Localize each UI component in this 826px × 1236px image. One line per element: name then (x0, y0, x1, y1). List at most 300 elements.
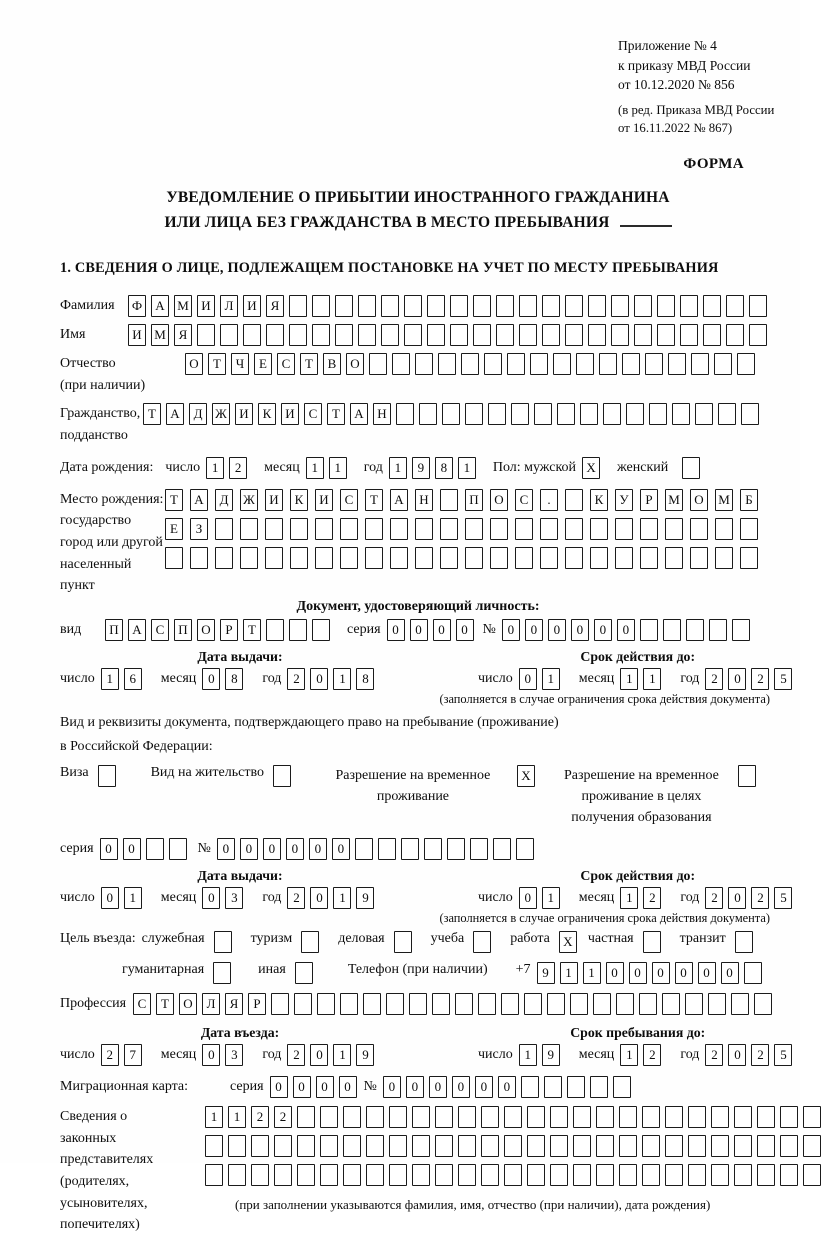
profession-cell[interactable] (386, 993, 404, 1015)
firstname-cell[interactable] (588, 324, 606, 346)
stay-year-cell[interactable]: 2 (751, 1044, 769, 1066)
representatives-cell[interactable] (320, 1135, 338, 1157)
citizenship-cell[interactable]: Н (373, 403, 391, 425)
birth-place-cell[interactable] (265, 547, 283, 569)
patronymic-cell[interactable] (530, 353, 548, 375)
firstname-cell[interactable] (726, 324, 744, 346)
firstname-cell[interactable] (450, 324, 468, 346)
birth-place-cell[interactable]: Р (640, 489, 658, 511)
resdoc-number-cell[interactable] (378, 838, 396, 860)
profession-cell[interactable]: Я (225, 993, 243, 1015)
doc-number-cell[interactable]: 0 (571, 619, 589, 641)
doc-number-cell[interactable] (663, 619, 681, 641)
surname-cell[interactable] (657, 295, 675, 317)
birth-place-cell[interactable] (265, 518, 283, 540)
patronymic-cell[interactable]: Ч (231, 353, 249, 375)
profession-cell[interactable] (409, 993, 427, 1015)
doc-kind-cell[interactable]: А (128, 619, 146, 641)
representatives-cell[interactable] (228, 1164, 246, 1186)
stay-month-cell[interactable]: 2 (643, 1044, 661, 1066)
surname-cell[interactable]: М (174, 295, 192, 317)
patronymic-cell[interactable]: О (185, 353, 203, 375)
birth-place-cell[interactable] (540, 547, 558, 569)
citizenship-cell[interactable] (442, 403, 460, 425)
entry-day-cell[interactable]: 2 (101, 1044, 119, 1066)
representatives-cell[interactable] (435, 1135, 453, 1157)
migcard-number-cell[interactable]: 0 (383, 1076, 401, 1098)
doc-issue-year-cell[interactable]: 0 (310, 668, 328, 690)
citizenship-cell[interactable] (626, 403, 644, 425)
representatives-cell[interactable] (504, 1135, 522, 1157)
resdoc-number-cell[interactable] (424, 838, 442, 860)
surname-cell[interactable] (404, 295, 422, 317)
representatives-cell[interactable] (734, 1106, 752, 1128)
migcard-series-cell[interactable]: 0 (270, 1076, 288, 1098)
representatives-cell[interactable] (435, 1164, 453, 1186)
doc-valid-year-cell[interactable]: 2 (705, 668, 723, 690)
birth-place-cell[interactable] (340, 547, 358, 569)
representatives-cell[interactable] (688, 1106, 706, 1128)
resdoc-number-cell[interactable] (516, 838, 534, 860)
birth-place-cell[interactable]: . (540, 489, 558, 511)
birth-place-cell[interactable]: С (340, 489, 358, 511)
doc-kind-cell[interactable] (289, 619, 307, 641)
surname-cell[interactable] (703, 295, 721, 317)
representatives-cell[interactable] (481, 1135, 499, 1157)
profession-cell[interactable] (363, 993, 381, 1015)
birth-place-cell[interactable]: Д (215, 489, 233, 511)
birth-place-cell[interactable] (315, 518, 333, 540)
phone-digit-cell[interactable] (744, 962, 762, 984)
firstname-cell[interactable]: И (128, 324, 146, 346)
representatives-cell[interactable] (573, 1135, 591, 1157)
citizenship-cell[interactable]: Т (143, 403, 161, 425)
birth-place-cell[interactable] (490, 518, 508, 540)
birth-place-cell[interactable]: К (290, 489, 308, 511)
patronymic-cell[interactable]: С (277, 353, 295, 375)
migcard-number-cell[interactable]: 0 (498, 1076, 516, 1098)
birth-place-cell[interactable]: Е (165, 518, 183, 540)
birth-place-cell[interactable] (640, 547, 658, 569)
representatives-cell[interactable] (642, 1106, 660, 1128)
citizenship-cell[interactable] (718, 403, 736, 425)
birth-place-cell[interactable] (540, 518, 558, 540)
birth-place-cell[interactable] (415, 547, 433, 569)
representatives-cell[interactable] (228, 1135, 246, 1157)
representatives-cell[interactable] (642, 1164, 660, 1186)
patronymic-cell[interactable]: О (346, 353, 364, 375)
birth-place-cell[interactable] (565, 547, 583, 569)
patronymic-cell[interactable]: Т (300, 353, 318, 375)
birth-place-cell[interactable] (665, 518, 683, 540)
entry-day-cell[interactable]: 7 (124, 1044, 142, 1066)
resdoc-number-cell[interactable] (493, 838, 511, 860)
profession-cell[interactable] (754, 993, 772, 1015)
doc-number-cell[interactable] (732, 619, 750, 641)
surname-cell[interactable] (450, 295, 468, 317)
doc-issue-year-cell[interactable]: 1 (333, 668, 351, 690)
representatives-cell[interactable] (757, 1106, 775, 1128)
business-checkbox[interactable] (394, 931, 412, 953)
surname-cell[interactable]: Ф (128, 295, 146, 317)
resdoc-series-cell[interactable] (146, 838, 164, 860)
firstname-cell[interactable] (289, 324, 307, 346)
representatives-cell[interactable] (297, 1164, 315, 1186)
migcard-number-cell[interactable] (567, 1076, 585, 1098)
citizenship-cell[interactable]: Ж (212, 403, 230, 425)
surname-cell[interactable] (726, 295, 744, 317)
resdoc-number-cell[interactable]: 0 (286, 838, 304, 860)
resdoc-number-cell[interactable]: 0 (217, 838, 235, 860)
sex-female-checkbox[interactable] (682, 457, 700, 479)
birth-place-cell[interactable] (240, 547, 258, 569)
representatives-cell[interactable] (389, 1135, 407, 1157)
representatives-cell[interactable] (780, 1164, 798, 1186)
representatives-cell[interactable] (803, 1164, 821, 1186)
representatives-cell[interactable] (780, 1106, 798, 1128)
profession-cell[interactable] (455, 993, 473, 1015)
profession-cell[interactable] (731, 993, 749, 1015)
profession-cell[interactable] (685, 993, 703, 1015)
profession-cell[interactable] (662, 993, 680, 1015)
birth-month-cell[interactable]: 1 (306, 457, 324, 479)
patronymic-cell[interactable] (668, 353, 686, 375)
resdoc-issue-day-cell[interactable]: 1 (124, 887, 142, 909)
surname-cell[interactable] (588, 295, 606, 317)
doc-valid-year-cell[interactable]: 5 (774, 668, 792, 690)
representatives-cell[interactable] (320, 1164, 338, 1186)
doc-valid-month-cell[interactable]: 1 (620, 668, 638, 690)
representatives-cell[interactable] (389, 1164, 407, 1186)
representatives-cell[interactable] (527, 1135, 545, 1157)
surname-cell[interactable]: Я (266, 295, 284, 317)
birth-place-cell[interactable] (740, 518, 758, 540)
representatives-cell[interactable] (550, 1135, 568, 1157)
surname-cell[interactable] (335, 295, 353, 317)
citizenship-cell[interactable] (741, 403, 759, 425)
surname-cell[interactable] (358, 295, 376, 317)
surname-cell[interactable] (611, 295, 629, 317)
patronymic-cell[interactable] (645, 353, 663, 375)
representatives-cell[interactable] (251, 1164, 269, 1186)
representatives-cell[interactable] (527, 1164, 545, 1186)
stay-year-cell[interactable]: 5 (774, 1044, 792, 1066)
patronymic-cell[interactable] (691, 353, 709, 375)
patronymic-cell[interactable] (507, 353, 525, 375)
birth-place-cell[interactable] (690, 547, 708, 569)
doc-series-cell[interactable]: 0 (433, 619, 451, 641)
representatives-cell[interactable] (320, 1106, 338, 1128)
birth-place-cell[interactable] (390, 518, 408, 540)
representatives-cell[interactable] (458, 1106, 476, 1128)
representatives-cell[interactable] (711, 1135, 729, 1157)
citizenship-cell[interactable] (672, 403, 690, 425)
representatives-cell[interactable] (550, 1106, 568, 1128)
representatives-cell[interactable] (366, 1106, 384, 1128)
doc-number-cell[interactable]: 0 (617, 619, 635, 641)
birth-place-cell[interactable] (440, 547, 458, 569)
representatives-cell[interactable] (596, 1135, 614, 1157)
resdoc-valid-month-cell[interactable]: 1 (620, 887, 638, 909)
entry-month-cell[interactable]: 0 (202, 1044, 220, 1066)
representatives-cell[interactable] (389, 1106, 407, 1128)
doc-issue-day-cell[interactable]: 6 (124, 668, 142, 690)
firstname-cell[interactable] (312, 324, 330, 346)
representatives-cell[interactable] (734, 1164, 752, 1186)
resdoc-number-cell[interactable]: 0 (240, 838, 258, 860)
stay-day-cell[interactable]: 9 (542, 1044, 560, 1066)
representatives-cell[interactable] (596, 1164, 614, 1186)
firstname-cell[interactable] (197, 324, 215, 346)
birth-month-cell[interactable]: 1 (329, 457, 347, 479)
citizenship-cell[interactable]: И (235, 403, 253, 425)
birth-place-cell[interactable] (215, 518, 233, 540)
surname-cell[interactable] (680, 295, 698, 317)
doc-number-cell[interactable] (709, 619, 727, 641)
representatives-cell[interactable] (504, 1164, 522, 1186)
firstname-cell[interactable] (542, 324, 560, 346)
citizenship-cell[interactable] (396, 403, 414, 425)
temp-residence-checkbox[interactable]: X (517, 765, 535, 787)
representatives-cell[interactable] (343, 1164, 361, 1186)
representatives-cell[interactable] (274, 1164, 292, 1186)
tourism-checkbox[interactable] (301, 931, 319, 953)
other-purpose-checkbox[interactable] (295, 962, 313, 984)
representatives-cell[interactable] (435, 1106, 453, 1128)
private-checkbox[interactable] (643, 931, 661, 953)
profession-cell[interactable] (570, 993, 588, 1015)
birth-place-cell[interactable]: Ж (240, 489, 258, 511)
resdoc-issue-day-cell[interactable]: 0 (101, 887, 119, 909)
representatives-cell[interactable] (366, 1135, 384, 1157)
resdoc-series-cell[interactable]: 0 (123, 838, 141, 860)
birth-place-cell[interactable] (240, 518, 258, 540)
patronymic-cell[interactable] (438, 353, 456, 375)
citizenship-cell[interactable]: А (350, 403, 368, 425)
migcard-number-cell[interactable] (544, 1076, 562, 1098)
phone-digit-cell[interactable]: 0 (675, 962, 693, 984)
resdoc-series-cell[interactable] (169, 838, 187, 860)
birth-place-cell[interactable]: М (665, 489, 683, 511)
patronymic-cell[interactable] (369, 353, 387, 375)
official-checkbox[interactable] (214, 931, 232, 953)
stay-year-cell[interactable]: 2 (705, 1044, 723, 1066)
doc-series-cell[interactable]: 0 (456, 619, 474, 641)
representatives-cell[interactable] (251, 1135, 269, 1157)
birth-place-cell[interactable]: У (615, 489, 633, 511)
birth-place-cell[interactable]: О (490, 489, 508, 511)
birth-place-cell[interactable] (365, 518, 383, 540)
visa-checkbox[interactable] (98, 765, 116, 787)
entry-year-cell[interactable]: 2 (287, 1044, 305, 1066)
profession-cell[interactable] (478, 993, 496, 1015)
representatives-cell[interactable] (619, 1135, 637, 1157)
profession-cell[interactable] (616, 993, 634, 1015)
profession-cell[interactable] (271, 993, 289, 1015)
patronymic-cell[interactable]: В (323, 353, 341, 375)
surname-cell[interactable] (565, 295, 583, 317)
birth-place-cell[interactable] (565, 518, 583, 540)
birth-place-cell[interactable] (740, 547, 758, 569)
doc-valid-day-cell[interactable]: 0 (519, 668, 537, 690)
firstname-cell[interactable]: М (151, 324, 169, 346)
firstname-cell[interactable] (358, 324, 376, 346)
representatives-cell[interactable]: 2 (274, 1106, 292, 1128)
patronymic-cell[interactable]: Т (208, 353, 226, 375)
birth-year-cell[interactable]: 1 (458, 457, 476, 479)
phone-digit-cell[interactable]: 1 (583, 962, 601, 984)
phone-digit-cell[interactable]: 0 (698, 962, 716, 984)
firstname-cell[interactable] (427, 324, 445, 346)
doc-issue-year-cell[interactable]: 8 (356, 668, 374, 690)
resdoc-number-cell[interactable]: 0 (332, 838, 350, 860)
stay-year-cell[interactable]: 0 (728, 1044, 746, 1066)
firstname-cell[interactable] (565, 324, 583, 346)
surname-cell[interactable] (381, 295, 399, 317)
doc-number-cell[interactable] (640, 619, 658, 641)
firstname-cell[interactable] (657, 324, 675, 346)
representatives-cell[interactable] (711, 1106, 729, 1128)
doc-kind-cell[interactable] (266, 619, 284, 641)
representatives-cell[interactable] (412, 1164, 430, 1186)
profession-cell[interactable] (708, 993, 726, 1015)
doc-valid-year-cell[interactable]: 2 (751, 668, 769, 690)
firstname-cell[interactable] (243, 324, 261, 346)
migcard-number-cell[interactable]: 0 (429, 1076, 447, 1098)
stay-day-cell[interactable]: 1 (519, 1044, 537, 1066)
representatives-cell[interactable] (711, 1164, 729, 1186)
birth-place-cell[interactable] (215, 547, 233, 569)
surname-cell[interactable] (312, 295, 330, 317)
resdoc-number-cell[interactable] (470, 838, 488, 860)
temp-residence-education-checkbox[interactable] (738, 765, 756, 787)
doc-kind-cell[interactable]: Т (243, 619, 261, 641)
patronymic-cell[interactable] (553, 353, 571, 375)
birth-place-cell[interactable]: И (265, 489, 283, 511)
firstname-cell[interactable] (220, 324, 238, 346)
birth-day-cell[interactable]: 1 (206, 457, 224, 479)
representatives-cell[interactable] (297, 1135, 315, 1157)
resdoc-valid-year-cell[interactable]: 2 (751, 887, 769, 909)
birth-place-cell[interactable] (290, 518, 308, 540)
doc-kind-cell[interactable]: О (197, 619, 215, 641)
profession-cell[interactable] (547, 993, 565, 1015)
representatives-cell[interactable] (757, 1164, 775, 1186)
birth-place-cell[interactable] (665, 547, 683, 569)
migcard-series-cell[interactable]: 0 (293, 1076, 311, 1098)
representatives-cell[interactable] (458, 1164, 476, 1186)
citizenship-cell[interactable] (534, 403, 552, 425)
profession-cell[interactable] (593, 993, 611, 1015)
resdoc-number-cell[interactable] (447, 838, 465, 860)
firstname-cell[interactable] (473, 324, 491, 346)
doc-number-cell[interactable] (686, 619, 704, 641)
representatives-cell[interactable] (596, 1106, 614, 1128)
patronymic-cell[interactable] (576, 353, 594, 375)
birth-place-cell[interactable] (565, 489, 583, 511)
representatives-cell[interactable] (780, 1135, 798, 1157)
firstname-cell[interactable] (611, 324, 629, 346)
surname-cell[interactable] (749, 295, 767, 317)
birth-place-cell[interactable]: И (315, 489, 333, 511)
birth-place-cell[interactable]: Т (365, 489, 383, 511)
firstname-cell[interactable] (703, 324, 721, 346)
profession-cell[interactable] (639, 993, 657, 1015)
resdoc-issue-year-cell[interactable]: 9 (356, 887, 374, 909)
profession-cell[interactable]: С (133, 993, 151, 1015)
resdoc-issue-month-cell[interactable]: 3 (225, 887, 243, 909)
representatives-cell[interactable] (343, 1106, 361, 1128)
birth-place-cell[interactable]: М (715, 489, 733, 511)
firstname-cell[interactable] (749, 324, 767, 346)
firstname-cell[interactable] (519, 324, 537, 346)
resdoc-series-cell[interactable]: 0 (100, 838, 118, 860)
birth-place-cell[interactable] (715, 547, 733, 569)
doc-valid-day-cell[interactable]: 1 (542, 668, 560, 690)
resdoc-valid-year-cell[interactable]: 5 (774, 887, 792, 909)
surname-cell[interactable] (496, 295, 514, 317)
transit-checkbox[interactable] (735, 931, 753, 953)
citizenship-cell[interactable]: А (166, 403, 184, 425)
phone-digit-cell[interactable]: 0 (721, 962, 739, 984)
birth-day-cell[interactable]: 2 (229, 457, 247, 479)
doc-issue-day-cell[interactable]: 1 (101, 668, 119, 690)
phone-digit-cell[interactable]: 9 (537, 962, 555, 984)
resdoc-issue-year-cell[interactable]: 0 (310, 887, 328, 909)
birth-place-cell[interactable] (440, 518, 458, 540)
birth-year-cell[interactable]: 1 (389, 457, 407, 479)
citizenship-cell[interactable] (649, 403, 667, 425)
patronymic-cell[interactable]: Е (254, 353, 272, 375)
birth-place-cell[interactable] (715, 518, 733, 540)
humanitarian-checkbox[interactable] (213, 962, 231, 984)
birth-place-cell[interactable] (290, 547, 308, 569)
representatives-cell[interactable] (205, 1135, 223, 1157)
birth-place-cell[interactable] (615, 547, 633, 569)
representatives-cell[interactable]: 1 (228, 1106, 246, 1128)
resdoc-number-cell[interactable]: 0 (263, 838, 281, 860)
surname-cell[interactable]: И (243, 295, 261, 317)
firstname-cell[interactable] (496, 324, 514, 346)
representatives-cell[interactable] (412, 1135, 430, 1157)
patronymic-cell[interactable] (714, 353, 732, 375)
surname-cell[interactable]: А (151, 295, 169, 317)
profession-cell[interactable]: О (179, 993, 197, 1015)
phone-digit-cell[interactable]: 0 (629, 962, 647, 984)
representatives-cell[interactable] (343, 1135, 361, 1157)
entry-year-cell[interactable]: 1 (333, 1044, 351, 1066)
representatives-cell[interactable]: 1 (205, 1106, 223, 1128)
representatives-cell[interactable] (481, 1106, 499, 1128)
birth-place-cell[interactable]: Б (740, 489, 758, 511)
patronymic-cell[interactable] (461, 353, 479, 375)
entry-year-cell[interactable]: 9 (356, 1044, 374, 1066)
patronymic-cell[interactable] (484, 353, 502, 375)
representatives-cell[interactable] (803, 1106, 821, 1128)
birth-place-cell[interactable] (690, 518, 708, 540)
migcard-series-cell[interactable]: 0 (316, 1076, 334, 1098)
citizenship-cell[interactable] (557, 403, 575, 425)
citizenship-cell[interactable] (419, 403, 437, 425)
representatives-cell[interactable] (803, 1135, 821, 1157)
patronymic-cell[interactable] (599, 353, 617, 375)
birth-place-cell[interactable] (365, 547, 383, 569)
birth-place-cell[interactable]: Т (165, 489, 183, 511)
resdoc-number-cell[interactable] (401, 838, 419, 860)
profession-cell[interactable] (340, 993, 358, 1015)
birth-place-cell[interactable]: К (590, 489, 608, 511)
citizenship-cell[interactable] (580, 403, 598, 425)
